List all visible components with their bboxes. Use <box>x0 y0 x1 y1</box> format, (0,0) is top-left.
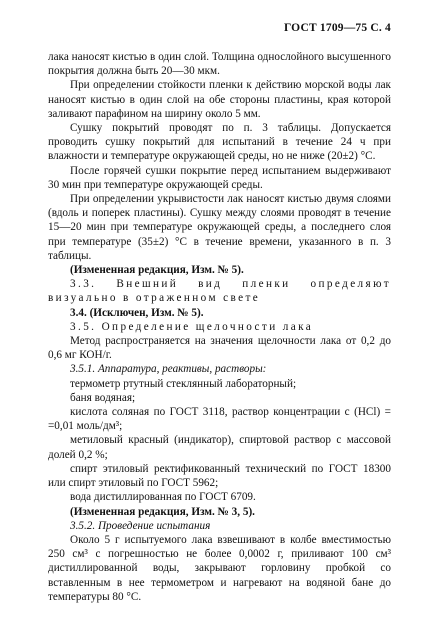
paragraph: метиловый красный (индикатор), спиртовой раствор с массовой долей 0,2 %; <box>48 434 391 461</box>
paragraph: кислота соляная по ГОСТ 3118, раствор концентрации с (HCl) = =0,01 моль/дм³; <box>48 406 391 433</box>
paragraph: При определении стойкости пленки к действию морской воды лак наносят кистью в один слой на обе стороны пластины, края которой заливают парафином на ширину около 5 мм. <box>48 79 391 120</box>
paragraph: лака наносят кистью в один слой. Толщина однослойного высушенного покрытия должна быть 20—30 мкм. <box>48 51 391 78</box>
paragraph: 3.5. Определение щелочности лака <box>70 320 314 333</box>
paragraph: 3.5.2. Проведение испытания <box>70 519 211 532</box>
paragraph: термометр ртутный стеклянный лабораторный; <box>70 377 297 390</box>
paragraph: Около 5 г испытуемого лака взвешивают в колбе вместимостью 250 см³ с погрешностью не более 0,0002 г, приливают 100 см³ дистиллированной воды, закрывают горловину пробкой со вставленным в нее термометром и нагревают на водяной бане до температуры 80 °С. <box>48 533 391 603</box>
document-body <box>48 50 391 604</box>
paragraph: 3.4. (Исключен, Изм. № 5). <box>70 306 204 319</box>
paragraph: Метод распространяется на значения щелочности лака от 0,2 до 0,6 мг КОН/г. <box>48 335 391 362</box>
paragraph: баня водяная; <box>70 391 136 404</box>
paragraph: вода дистиллированная по ГОСТ 6709. <box>70 491 256 504</box>
paragraph: При определении укрывистости лак наносят кистью двумя слоями (вдоль и поперек пластины). Сушку между слоями проводят в течение 15—20 мин при температуре окружающей среды, а последнего слоя при температуре (35±2) °С в течение времени, указанного в п. 3 таблицы. <box>48 193 391 262</box>
paragraph: спирт этиловый ректификованный технический по ГОСТ 18300 или спирт этиловый по ГОСТ 5962; <box>48 462 391 490</box>
paragraph: 3.5.1. Аппаратура, реактивы, растворы: <box>70 363 267 376</box>
paragraph: (Измененная редакция, Изм. № 3, 5). <box>70 505 255 518</box>
paragraph: (Измененная редакция, Изм. № 5). <box>70 264 244 277</box>
paragraph: После горячей сушки покрытие перед испытанием выдерживают 30 мин при температуре окружающей среды. <box>48 164 391 191</box>
paragraph: Сушку покрытий проводят по п. 3 таблицы. Допускается проводить сушку покрытий для испытаний в течение 24 ч при влажности и температуре окружающей среды, но не ниже (20±2) °С. <box>48 122 391 163</box>
paragraph: 3.3. Внешний вид пленки определяют визуально в отраженном свете <box>48 278 391 305</box>
page-header: ГОСТ 1709—75 С. 4 <box>283 22 391 34</box>
